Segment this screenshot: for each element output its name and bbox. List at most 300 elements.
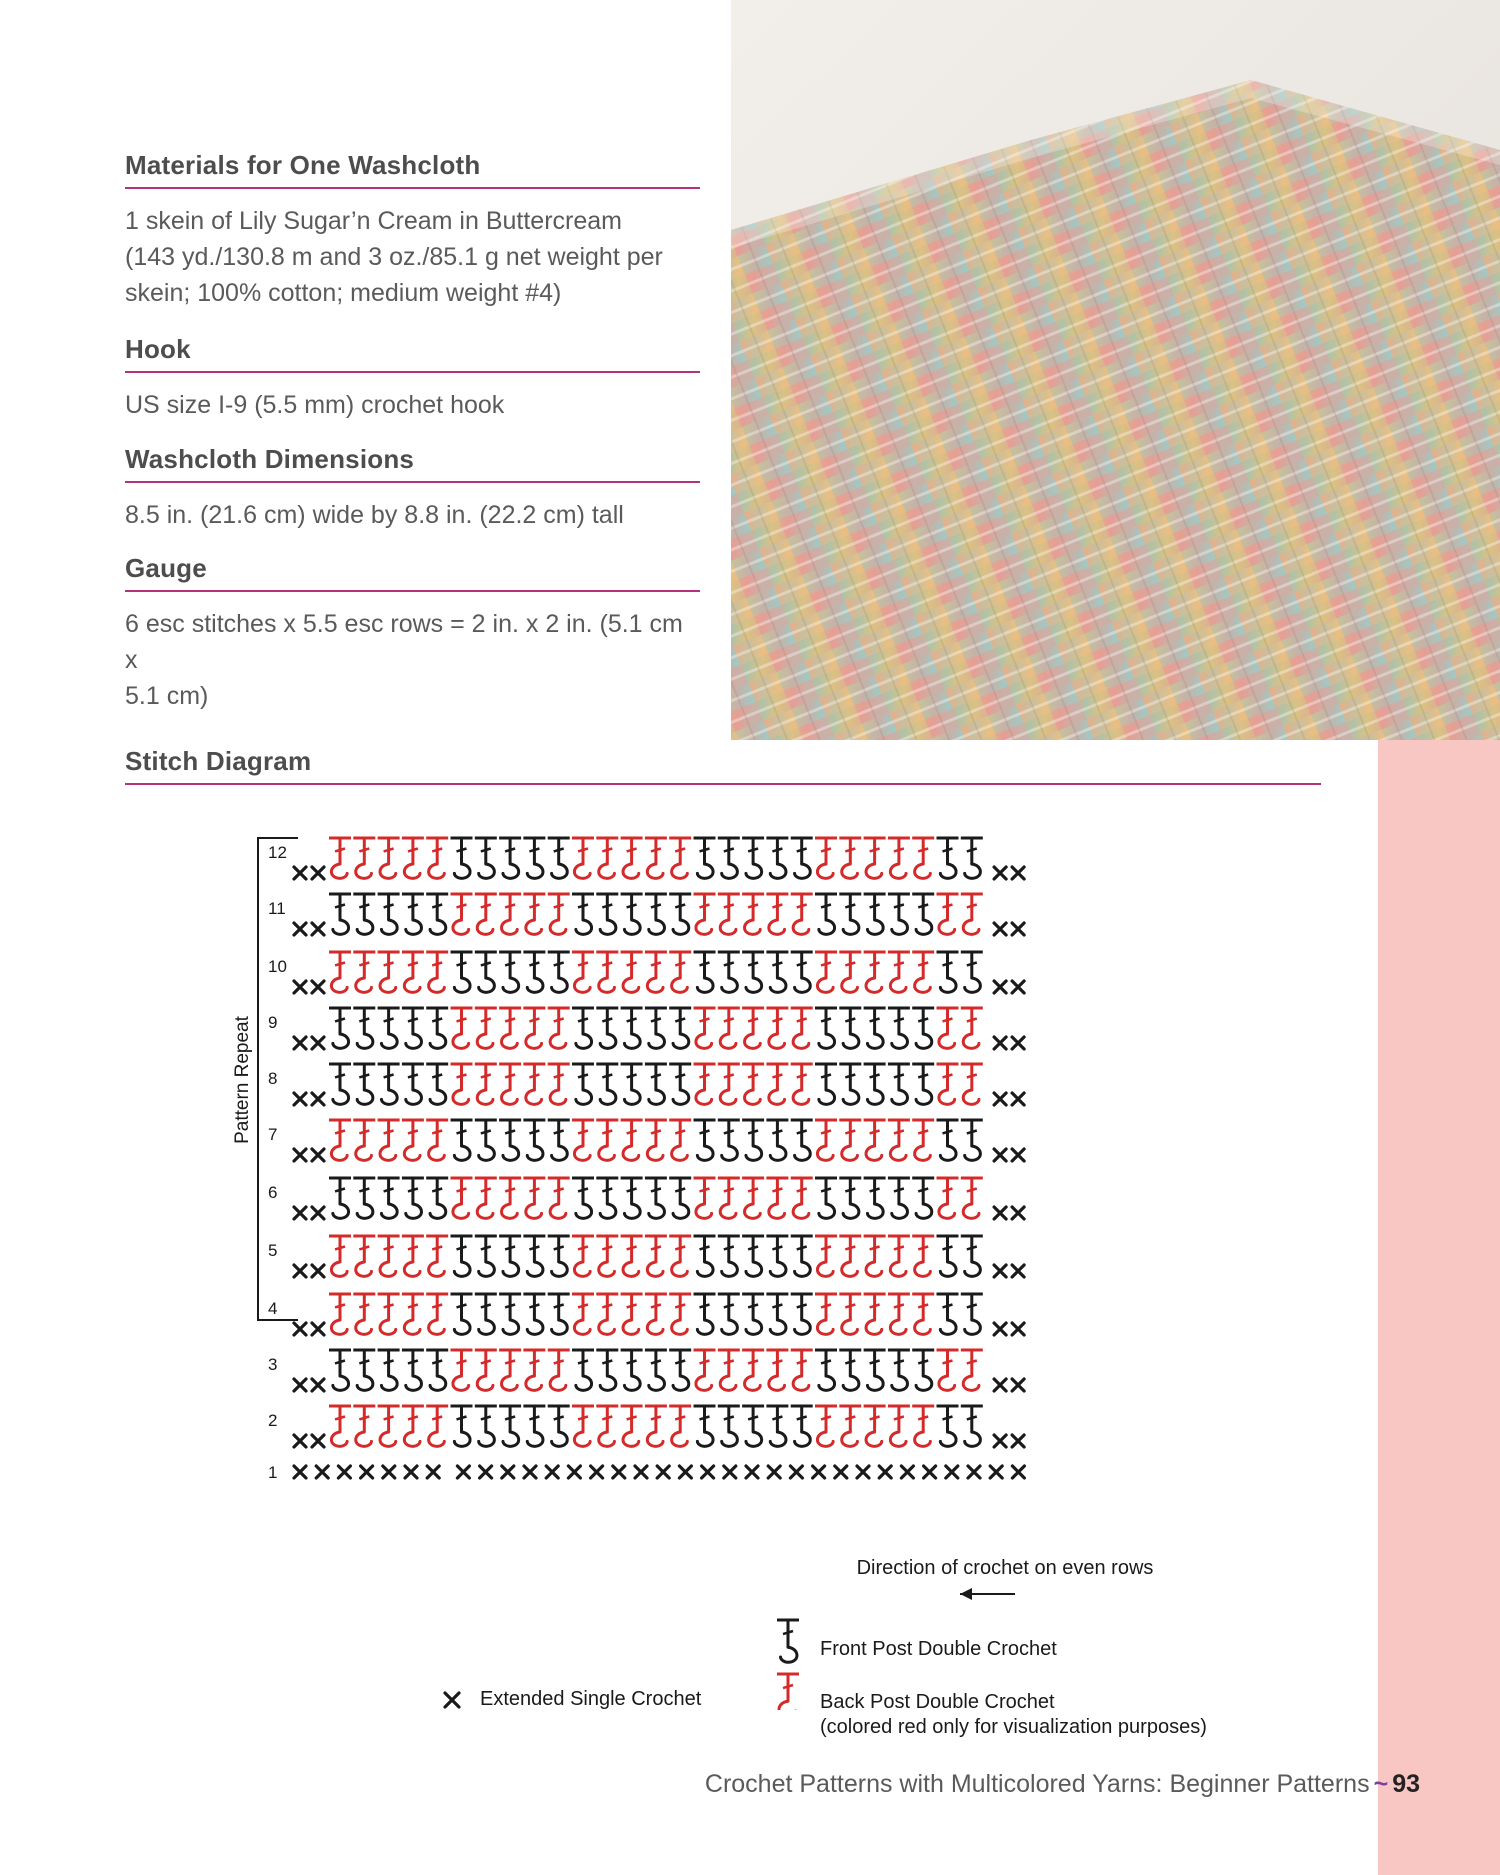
- fpdc-stitch: [329, 1350, 351, 1390]
- bpdc-stitch: [815, 952, 837, 992]
- bpdc-stitch: [499, 894, 521, 934]
- esc-stitch: [294, 1093, 306, 1105]
- bpdc-stitch: [329, 1406, 351, 1446]
- bpdc-stitch: [378, 952, 400, 992]
- bpdc-stitch: [475, 1350, 497, 1390]
- fpdc-stitch: [815, 1064, 837, 1104]
- direction-arrow-icon: [960, 1588, 1015, 1600]
- row-number: 10: [268, 957, 287, 976]
- gauge-text: [125, 606, 700, 714]
- page-footer: [705, 1770, 1420, 1799]
- fpdc-stitch: [791, 1406, 813, 1446]
- bpdc-stitch: [839, 1294, 861, 1334]
- bpdc-stitch: [621, 1120, 643, 1160]
- stitch-rows: [268, 838, 1024, 1482]
- fpdc-stitch: [669, 1064, 691, 1104]
- fpdc-stitch: [815, 1008, 837, 1048]
- fpdc-stitch: [402, 1008, 424, 1048]
- bpdc-stitch: [548, 1064, 570, 1104]
- fpdc-stitch: [694, 1294, 716, 1334]
- bpdc-stitch: [791, 1008, 813, 1048]
- bpdc-stitch: [766, 1008, 788, 1048]
- fpdc-stitch: [426, 1350, 448, 1390]
- fpdc-stitch: [402, 1178, 424, 1218]
- fpdc-stitch: [718, 1120, 740, 1160]
- fpdc-stitch: [912, 1178, 934, 1218]
- bpdc-stitch: [596, 1406, 618, 1446]
- fpdc-stitch: [475, 952, 497, 992]
- hook-text: [125, 387, 700, 423]
- bpdc-stitch: [912, 1120, 934, 1160]
- bpdc-stitch: [402, 1120, 424, 1160]
- fpdc-stitch: [864, 1064, 886, 1104]
- bpdc-stitch: [645, 1294, 667, 1334]
- fpdc-stitch: [645, 1350, 667, 1390]
- fpdc-stitch: [766, 1236, 788, 1276]
- esc-stitch: [994, 1093, 1006, 1105]
- fpdc-stitch: [621, 1350, 643, 1390]
- bpdc-stitch: [329, 1294, 351, 1334]
- fpdc-stitch: [499, 1294, 521, 1334]
- esc-stitch: [312, 1149, 324, 1161]
- hook-section: [125, 334, 700, 423]
- bpdc-stitch: [329, 838, 351, 878]
- esc-stitch: [994, 1149, 1006, 1161]
- esc-stitch: [1012, 867, 1024, 879]
- fpdc-stitch: [839, 1008, 861, 1048]
- esc-stitch: [312, 1435, 324, 1447]
- esc-stitch: [1012, 1435, 1024, 1447]
- bpdc-stitch: [937, 1008, 959, 1048]
- bpdc-stitch: [888, 1236, 910, 1276]
- fpdc-stitch: [499, 952, 521, 992]
- bpdc-stitch: [839, 1236, 861, 1276]
- row-number: 8: [268, 1069, 278, 1088]
- esc-stitch: [994, 1379, 1006, 1391]
- esc-stitch: [879, 1466, 891, 1478]
- bpdc-stitch: [888, 1294, 910, 1334]
- bpdc-stitch: [864, 1120, 886, 1160]
- fpdc-stitch: [669, 894, 691, 934]
- bpdc-stitch: [353, 1120, 375, 1160]
- bpdc-stitch: [742, 894, 764, 934]
- fpdc-stitch: [596, 1350, 618, 1390]
- row-number: 11: [268, 899, 286, 918]
- fpdc-stitch: [499, 1120, 521, 1160]
- esc-stitch: [635, 1466, 647, 1478]
- fpdc-stitch: [451, 1406, 473, 1446]
- bpdc-stitch: [839, 838, 861, 878]
- bpdc-stitch: [766, 894, 788, 934]
- fpdc-stitch: [475, 1120, 497, 1160]
- fpdc-stitch: [426, 1064, 448, 1104]
- fpdc-stitch: [888, 894, 910, 934]
- fpdc-stitch: [669, 1178, 691, 1218]
- fpdc-stitch: [864, 1178, 886, 1218]
- row-number: 6: [268, 1183, 278, 1202]
- pattern-repeat-label: Pattern Repeat: [232, 1016, 253, 1144]
- row-number: 7: [268, 1125, 278, 1144]
- esc-stitch: [591, 1466, 603, 1478]
- bpdc-stitch: [888, 952, 910, 992]
- footer-separator: ~: [1373, 1770, 1389, 1798]
- fpdc-stitch: [961, 838, 983, 878]
- fpdc-stitch: [621, 1178, 643, 1218]
- bpdc-stitch: [572, 1120, 594, 1160]
- bpdc-stitch: [766, 1064, 788, 1104]
- bpdc-stitch: [669, 1120, 691, 1160]
- fpdc-stitch: [742, 838, 764, 878]
- bpdc-stitch: [864, 838, 886, 878]
- fpdc-stitch: [499, 1406, 521, 1446]
- fpdc-stitch: [937, 838, 959, 878]
- fpdc-stitch: [451, 1294, 473, 1334]
- fpdc-stitch: [645, 1064, 667, 1104]
- bpdc-stitch: [669, 1236, 691, 1276]
- esc-stitch: [857, 1466, 869, 1478]
- bpdc-stitch: [329, 1120, 351, 1160]
- row-number: 2: [268, 1411, 278, 1430]
- bpdc-stitch: [402, 838, 424, 878]
- fpdc-stitch: [742, 1120, 764, 1160]
- bpdc-stitch: [451, 894, 473, 934]
- legend-fpdc-label: Front Post Double Crochet: [820, 1638, 1057, 1660]
- bpdc-stitch: [378, 1294, 400, 1334]
- fpdc-stitch: [937, 1236, 959, 1276]
- fpdc-stitch: [353, 1064, 375, 1104]
- bpdc-stitch: [815, 1406, 837, 1446]
- fpdc-stitch: [791, 838, 813, 878]
- esc-stitch: [312, 1207, 324, 1219]
- bpdc-stitch: [888, 1406, 910, 1446]
- fpdc-stitch: [937, 1120, 959, 1160]
- legend-fpdc-icon: [777, 1620, 799, 1662]
- page-edge-band: [1378, 740, 1500, 1875]
- bpdc-stitch: [912, 838, 934, 878]
- bpdc-stitch: [475, 1008, 497, 1048]
- footer-text: Crochet Patterns with Multicolored Yarns: Beginner Patterns: [704, 1770, 1370, 1798]
- bpdc-stitch: [718, 1178, 740, 1218]
- fpdc-stitch: [888, 1064, 910, 1104]
- bpdc-stitch: [426, 1236, 448, 1276]
- bpdc-stitch: [961, 1008, 983, 1048]
- bpdc-stitch: [572, 1294, 594, 1334]
- bpdc-stitch: [839, 952, 861, 992]
- fpdc-stitch: [329, 1178, 351, 1218]
- fpdc-stitch: [523, 1236, 545, 1276]
- esc-stitch: [901, 1466, 913, 1478]
- fpdc-stitch: [645, 1008, 667, 1048]
- fpdc-stitch: [402, 894, 424, 934]
- fpdc-stitch: [864, 894, 886, 934]
- fpdc-stitch: [961, 1236, 983, 1276]
- bpdc-stitch: [645, 1120, 667, 1160]
- bpdc-stitch: [742, 1008, 764, 1048]
- fpdc-stitch: [353, 894, 375, 934]
- fpdc-stitch: [815, 1178, 837, 1218]
- bpdc-stitch: [791, 1350, 813, 1390]
- fpdc-stitch: [548, 1406, 570, 1446]
- esc-stitch: [657, 1466, 669, 1478]
- bpdc-stitch: [912, 1236, 934, 1276]
- esc-stitch: [994, 1323, 1006, 1335]
- fpdc-stitch: [815, 1350, 837, 1390]
- page-number: 93: [1392, 1770, 1420, 1798]
- fpdc-stitch: [718, 838, 740, 878]
- esc-stitch: [457, 1466, 469, 1478]
- materials-heading: Materials for One Washcloth: [125, 150, 700, 189]
- fpdc-stitch: [426, 1008, 448, 1048]
- bpdc-stitch: [694, 1178, 716, 1218]
- fpdc-stitch: [718, 1406, 740, 1446]
- esc-stitch: [1012, 1207, 1024, 1219]
- fpdc-stitch: [766, 838, 788, 878]
- fpdc-stitch: [839, 894, 861, 934]
- esc-stitch: [480, 1466, 492, 1478]
- bpdc-stitch: [402, 952, 424, 992]
- bpdc-stitch: [742, 1064, 764, 1104]
- fpdc-stitch: [523, 838, 545, 878]
- bpdc-stitch: [402, 1294, 424, 1334]
- bpdc-stitch: [426, 1406, 448, 1446]
- bpdc-stitch: [548, 1178, 570, 1218]
- row-number: 12: [268, 843, 287, 862]
- fpdc-stitch: [742, 1294, 764, 1334]
- fpdc-stitch: [937, 1406, 959, 1446]
- fpdc-stitch: [353, 1008, 375, 1048]
- esc-stitch: [312, 1037, 324, 1049]
- fpdc-stitch: [694, 1236, 716, 1276]
- fpdc-stitch: [548, 1120, 570, 1160]
- fpdc-stitch: [523, 1294, 545, 1334]
- bpdc-stitch: [815, 1236, 837, 1276]
- dimensions-heading: Washcloth Dimensions: [125, 444, 700, 483]
- fpdc-stitch: [475, 1236, 497, 1276]
- fpdc-stitch: [475, 1294, 497, 1334]
- bpdc-stitch: [645, 1406, 667, 1446]
- hook-line: US size I-9 (5.5 mm) crochet hook: [125, 391, 505, 419]
- bpdc-stitch: [329, 1236, 351, 1276]
- fpdc-stitch: [548, 1294, 570, 1334]
- fpdc-stitch: [912, 1350, 934, 1390]
- bpdc-stitch: [669, 838, 691, 878]
- esc-stitch: [294, 923, 306, 935]
- fpdc-stitch: [329, 894, 351, 934]
- bpdc-stitch: [475, 894, 497, 934]
- fpdc-stitch: [378, 1350, 400, 1390]
- esc-stitch: [427, 1466, 439, 1478]
- bpdc-stitch: [694, 1008, 716, 1048]
- bpdc-stitch: [669, 1406, 691, 1446]
- gauge-line: 5.1 cm): [125, 682, 209, 710]
- bpdc-stitch: [621, 1294, 643, 1334]
- fpdc-stitch: [353, 1350, 375, 1390]
- legend-bpdc-label: Back Post Double Crochet: [820, 1691, 1055, 1710]
- esc-stitch: [990, 1466, 1002, 1478]
- bpdc-stitch: [523, 1008, 545, 1048]
- direction-label: Direction of crochet on even rows: [856, 1557, 1154, 1579]
- fpdc-stitch: [742, 1236, 764, 1276]
- bpdc-stitch: [353, 838, 375, 878]
- fpdc-stitch: [353, 1178, 375, 1218]
- esc-stitch: [1012, 923, 1024, 935]
- esc-stitch: [312, 1379, 324, 1391]
- legend-bpdc-note: (colored red only for visualization purposes): [820, 1716, 1207, 1738]
- stitch-diagram-section: [125, 746, 1321, 785]
- fpdc-stitch: [378, 894, 400, 934]
- fpdc-stitch: [937, 952, 959, 992]
- esc-stitch: [568, 1466, 580, 1478]
- bpdc-stitch: [888, 838, 910, 878]
- fpdc-stitch: [378, 1008, 400, 1048]
- fpdc-stitch: [499, 1236, 521, 1276]
- bpdc-stitch: [864, 1406, 886, 1446]
- fpdc-stitch: [718, 1236, 740, 1276]
- bpdc-stitch: [596, 1294, 618, 1334]
- bpdc-stitch: [596, 838, 618, 878]
- fpdc-stitch: [645, 894, 667, 934]
- esc-stitch: [994, 1265, 1006, 1277]
- bpdc-stitch: [766, 1178, 788, 1218]
- fpdc-stitch: [742, 952, 764, 992]
- bpdc-stitch: [499, 1350, 521, 1390]
- esc-stitch: [294, 1207, 306, 1219]
- fpdc-stitch: [888, 1350, 910, 1390]
- bpdc-stitch: [402, 1406, 424, 1446]
- bpdc-stitch: [475, 1064, 497, 1104]
- fpdc-stitch: [912, 1064, 934, 1104]
- legend-esc-label: Extended Single Crochet: [480, 1688, 702, 1710]
- esc-stitch: [312, 923, 324, 935]
- stitch-diagram: [200, 810, 1300, 1710]
- fpdc-stitch: [451, 952, 473, 992]
- fpdc-stitch: [499, 838, 521, 878]
- esc-stitch: [1012, 981, 1024, 993]
- bpdc-stitch: [742, 1178, 764, 1218]
- bpdc-stitch: [572, 1236, 594, 1276]
- esc-stitch: [316, 1466, 328, 1478]
- fpdc-stitch: [742, 1406, 764, 1446]
- materials-line: skein; 100% cotton; medium weight #4): [125, 279, 562, 307]
- bpdc-stitch: [864, 952, 886, 992]
- esc-stitch: [790, 1466, 802, 1478]
- esc-stitch: [312, 1265, 324, 1277]
- bpdc-stitch: [645, 952, 667, 992]
- bpdc-stitch: [451, 1350, 473, 1390]
- fpdc-stitch: [864, 1350, 886, 1390]
- fpdc-stitch: [791, 952, 813, 992]
- esc-stitch: [546, 1466, 558, 1478]
- esc-stitch: [312, 1323, 324, 1335]
- esc-stitch: [1012, 1037, 1024, 1049]
- esc-stitch: [294, 867, 306, 879]
- bpdc-stitch: [572, 952, 594, 992]
- bpdc-stitch: [499, 1064, 521, 1104]
- bpdc-stitch: [596, 952, 618, 992]
- bpdc-stitch: [548, 1008, 570, 1048]
- bpdc-stitch: [353, 1294, 375, 1334]
- bpdc-stitch: [353, 1236, 375, 1276]
- bpdc-stitch: [937, 1178, 959, 1218]
- fpdc-stitch: [912, 1008, 934, 1048]
- bpdc-stitch: [426, 838, 448, 878]
- fpdc-stitch: [766, 952, 788, 992]
- dimensions-line: 8.5 in. (21.6 cm) wide by 8.8 in. (22.2 cm) tall: [125, 501, 624, 529]
- fpdc-stitch: [621, 1064, 643, 1104]
- bpdc-stitch: [499, 1178, 521, 1218]
- fpdc-stitch: [378, 1178, 400, 1218]
- bpdc-stitch: [766, 1350, 788, 1390]
- bpdc-stitch: [815, 1120, 837, 1160]
- esc-stitch: [1012, 1323, 1024, 1335]
- bpdc-stitch: [961, 1064, 983, 1104]
- esc-stitch: [338, 1466, 350, 1478]
- bpdc-stitch: [329, 952, 351, 992]
- bpdc-stitch: [937, 1350, 959, 1390]
- bpdc-stitch: [718, 1350, 740, 1390]
- bpdc-stitch: [572, 1406, 594, 1446]
- fpdc-stitch: [961, 1406, 983, 1446]
- fpdc-stitch: [451, 838, 473, 878]
- esc-stitch: [361, 1466, 373, 1478]
- fpdc-stitch: [694, 1406, 716, 1446]
- row-number: 1: [268, 1463, 278, 1482]
- fpdc-stitch: [596, 1178, 618, 1218]
- bpdc-stitch: [523, 894, 545, 934]
- bpdc-stitch: [523, 1064, 545, 1104]
- bpdc-stitch: [402, 1236, 424, 1276]
- dimensions-text: [125, 497, 700, 533]
- esc-stitch: [383, 1466, 395, 1478]
- gauge-section: [125, 553, 700, 714]
- esc-stitch: [1012, 1379, 1024, 1391]
- bpdc-stitch: [839, 1120, 861, 1160]
- bpdc-stitch: [426, 1294, 448, 1334]
- washcloth-photo-image: [731, 0, 1500, 740]
- fpdc-stitch: [475, 1406, 497, 1446]
- esc-stitch: [994, 981, 1006, 993]
- bpdc-stitch: [378, 838, 400, 878]
- esc-stitch: [813, 1466, 825, 1478]
- bpdc-stitch: [718, 894, 740, 934]
- fpdc-stitch: [596, 1008, 618, 1048]
- esc-stitch: [312, 981, 324, 993]
- esc-stitch: [524, 1466, 536, 1478]
- bpdc-stitch: [937, 1064, 959, 1104]
- bpdc-stitch: [621, 838, 643, 878]
- gauge-heading: Gauge: [125, 553, 700, 592]
- fpdc-stitch: [475, 838, 497, 878]
- fpdc-stitch: [572, 1008, 594, 1048]
- fpdc-stitch: [815, 894, 837, 934]
- bpdc-stitch: [353, 1406, 375, 1446]
- esc-stitch: [835, 1466, 847, 1478]
- bpdc-stitch: [523, 1350, 545, 1390]
- bpdc-stitch: [718, 1008, 740, 1048]
- materials-section: [125, 150, 700, 311]
- esc-stitch: [294, 1466, 306, 1478]
- bpdc-stitch: [961, 894, 983, 934]
- bpdc-stitch: [791, 1064, 813, 1104]
- esc-stitch: [613, 1466, 625, 1478]
- legend-bpdc-icon: [777, 1674, 799, 1710]
- materials-line: 1 skein of Lily Sugar’n Cream in Buttercream: [125, 207, 622, 235]
- esc-stitch: [502, 1466, 514, 1478]
- esc-stitch: [968, 1466, 980, 1478]
- fpdc-stitch: [961, 1294, 983, 1334]
- bpdc-stitch: [451, 1008, 473, 1048]
- fpdc-stitch: [572, 1350, 594, 1390]
